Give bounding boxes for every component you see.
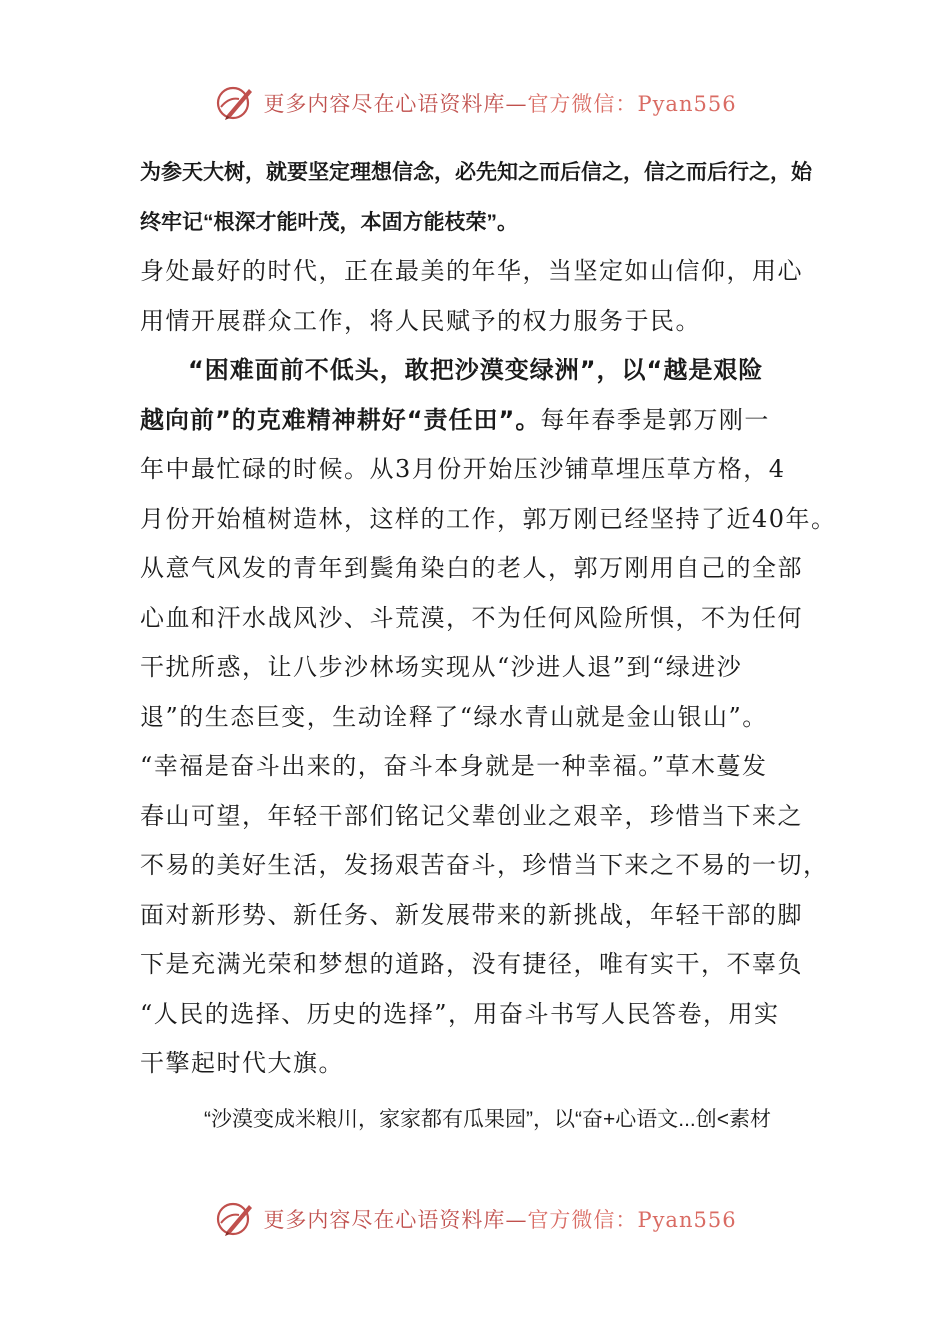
footer-banner-wx: 官方微信： bbox=[527, 1208, 638, 1232]
body-line-10: 心血和汗水战风沙、斗荒漠，不为任何风险所惧，不为任何 bbox=[140, 603, 803, 632]
body-line-1: 为参天大树，就要坚定理想信念，必先知之而后信之，信之而后行之，始 bbox=[140, 161, 812, 184]
body-line-19: 干擎起时代大旗。 bbox=[140, 1049, 344, 1077]
footer-banner-dash: — bbox=[505, 1208, 528, 1232]
footer-banner bbox=[0, 1196, 950, 1242]
header-banner-wx: 官方微信： bbox=[527, 92, 638, 116]
body-line-6 bbox=[140, 396, 840, 446]
body-line-6-bold: 越向前”的克难精神耕好“责任田”。 bbox=[140, 405, 541, 434]
body-line-5-bold: “困难面前不低头，敢把沙漠变绿洲”，以“越是艰险 bbox=[188, 356, 764, 384]
body-line-15: 不易的美好生活，发扬艰苦奋斗，珍惜当下来之不易的一切， bbox=[140, 851, 829, 879]
body-line-4: 用情开展群众工作，将人民赋予的权力服务于民。 bbox=[140, 306, 701, 335]
footer-banner-main: 更多内容尽在心语资料库 bbox=[263, 1208, 506, 1232]
header-banner bbox=[0, 80, 950, 126]
footer-banner-id: Pyan556 bbox=[637, 1208, 737, 1232]
body-line-20: “沙漠变成米粮川，家家都有瓜果园”，以“奋+心语文...创<素材 bbox=[204, 1107, 772, 1131]
footer-banner-text bbox=[263, 1204, 736, 1234]
header-banner-text bbox=[263, 88, 736, 118]
document-body bbox=[140, 148, 840, 1144]
body-line-18: “人民的选择、历史的选择”，用奋斗书写人民答卷，用实 bbox=[140, 999, 780, 1028]
body-line-2: 终牢记“根深才能叶茂，本固方能枝荣”。 bbox=[140, 210, 518, 234]
pen-logo-icon bbox=[213, 1199, 257, 1239]
pen-logo-icon bbox=[213, 83, 257, 123]
body-line-9: 从意气风发的青年到鬓角染白的老人，郭万刚用自己的全部 bbox=[140, 554, 803, 582]
body-line-12: 退”的生态巨变，生动诠释了“绿水青山就是金山银山”。 bbox=[140, 702, 768, 731]
body-line-7: 年中最忙碌的时候。从3月份开始压沙铺草埋压草方格，4 bbox=[140, 455, 786, 483]
body-line-14: 春山可望，年轻干部们铭记父辈创业之艰辛，珍惜当下来之 bbox=[140, 801, 803, 830]
header-banner-dash: — bbox=[505, 92, 528, 116]
body-line-11: 干扰所惑，让八步沙林场实现从“沙进人退”到“绿进沙 bbox=[140, 653, 743, 681]
body-line-13: “幸福是奋斗出来的，奋斗本身就是一种幸福。”草木蔓发 bbox=[140, 752, 768, 780]
header-banner-main: 更多内容尽在心语资料库 bbox=[263, 92, 506, 116]
header-banner-id: Pyan556 bbox=[637, 92, 737, 116]
body-line-17: 下是充满光荣和梦想的道路，没有捷径，唯有实干，不辜负 bbox=[140, 950, 803, 978]
body-line-3: 身处最好的时代，正在最美的年华，当坚定如山信仰，用心 bbox=[140, 257, 803, 285]
body-line-6-rest: 每年春季是郭万刚一 bbox=[540, 405, 770, 434]
body-line-8: 月份开始植树造林，这样的工作，郭万刚已经坚持了近40年。 bbox=[140, 504, 837, 533]
body-line-16: 面对新形势、新任务、新发展带来的新挑战，年轻干部的脚 bbox=[140, 900, 803, 929]
